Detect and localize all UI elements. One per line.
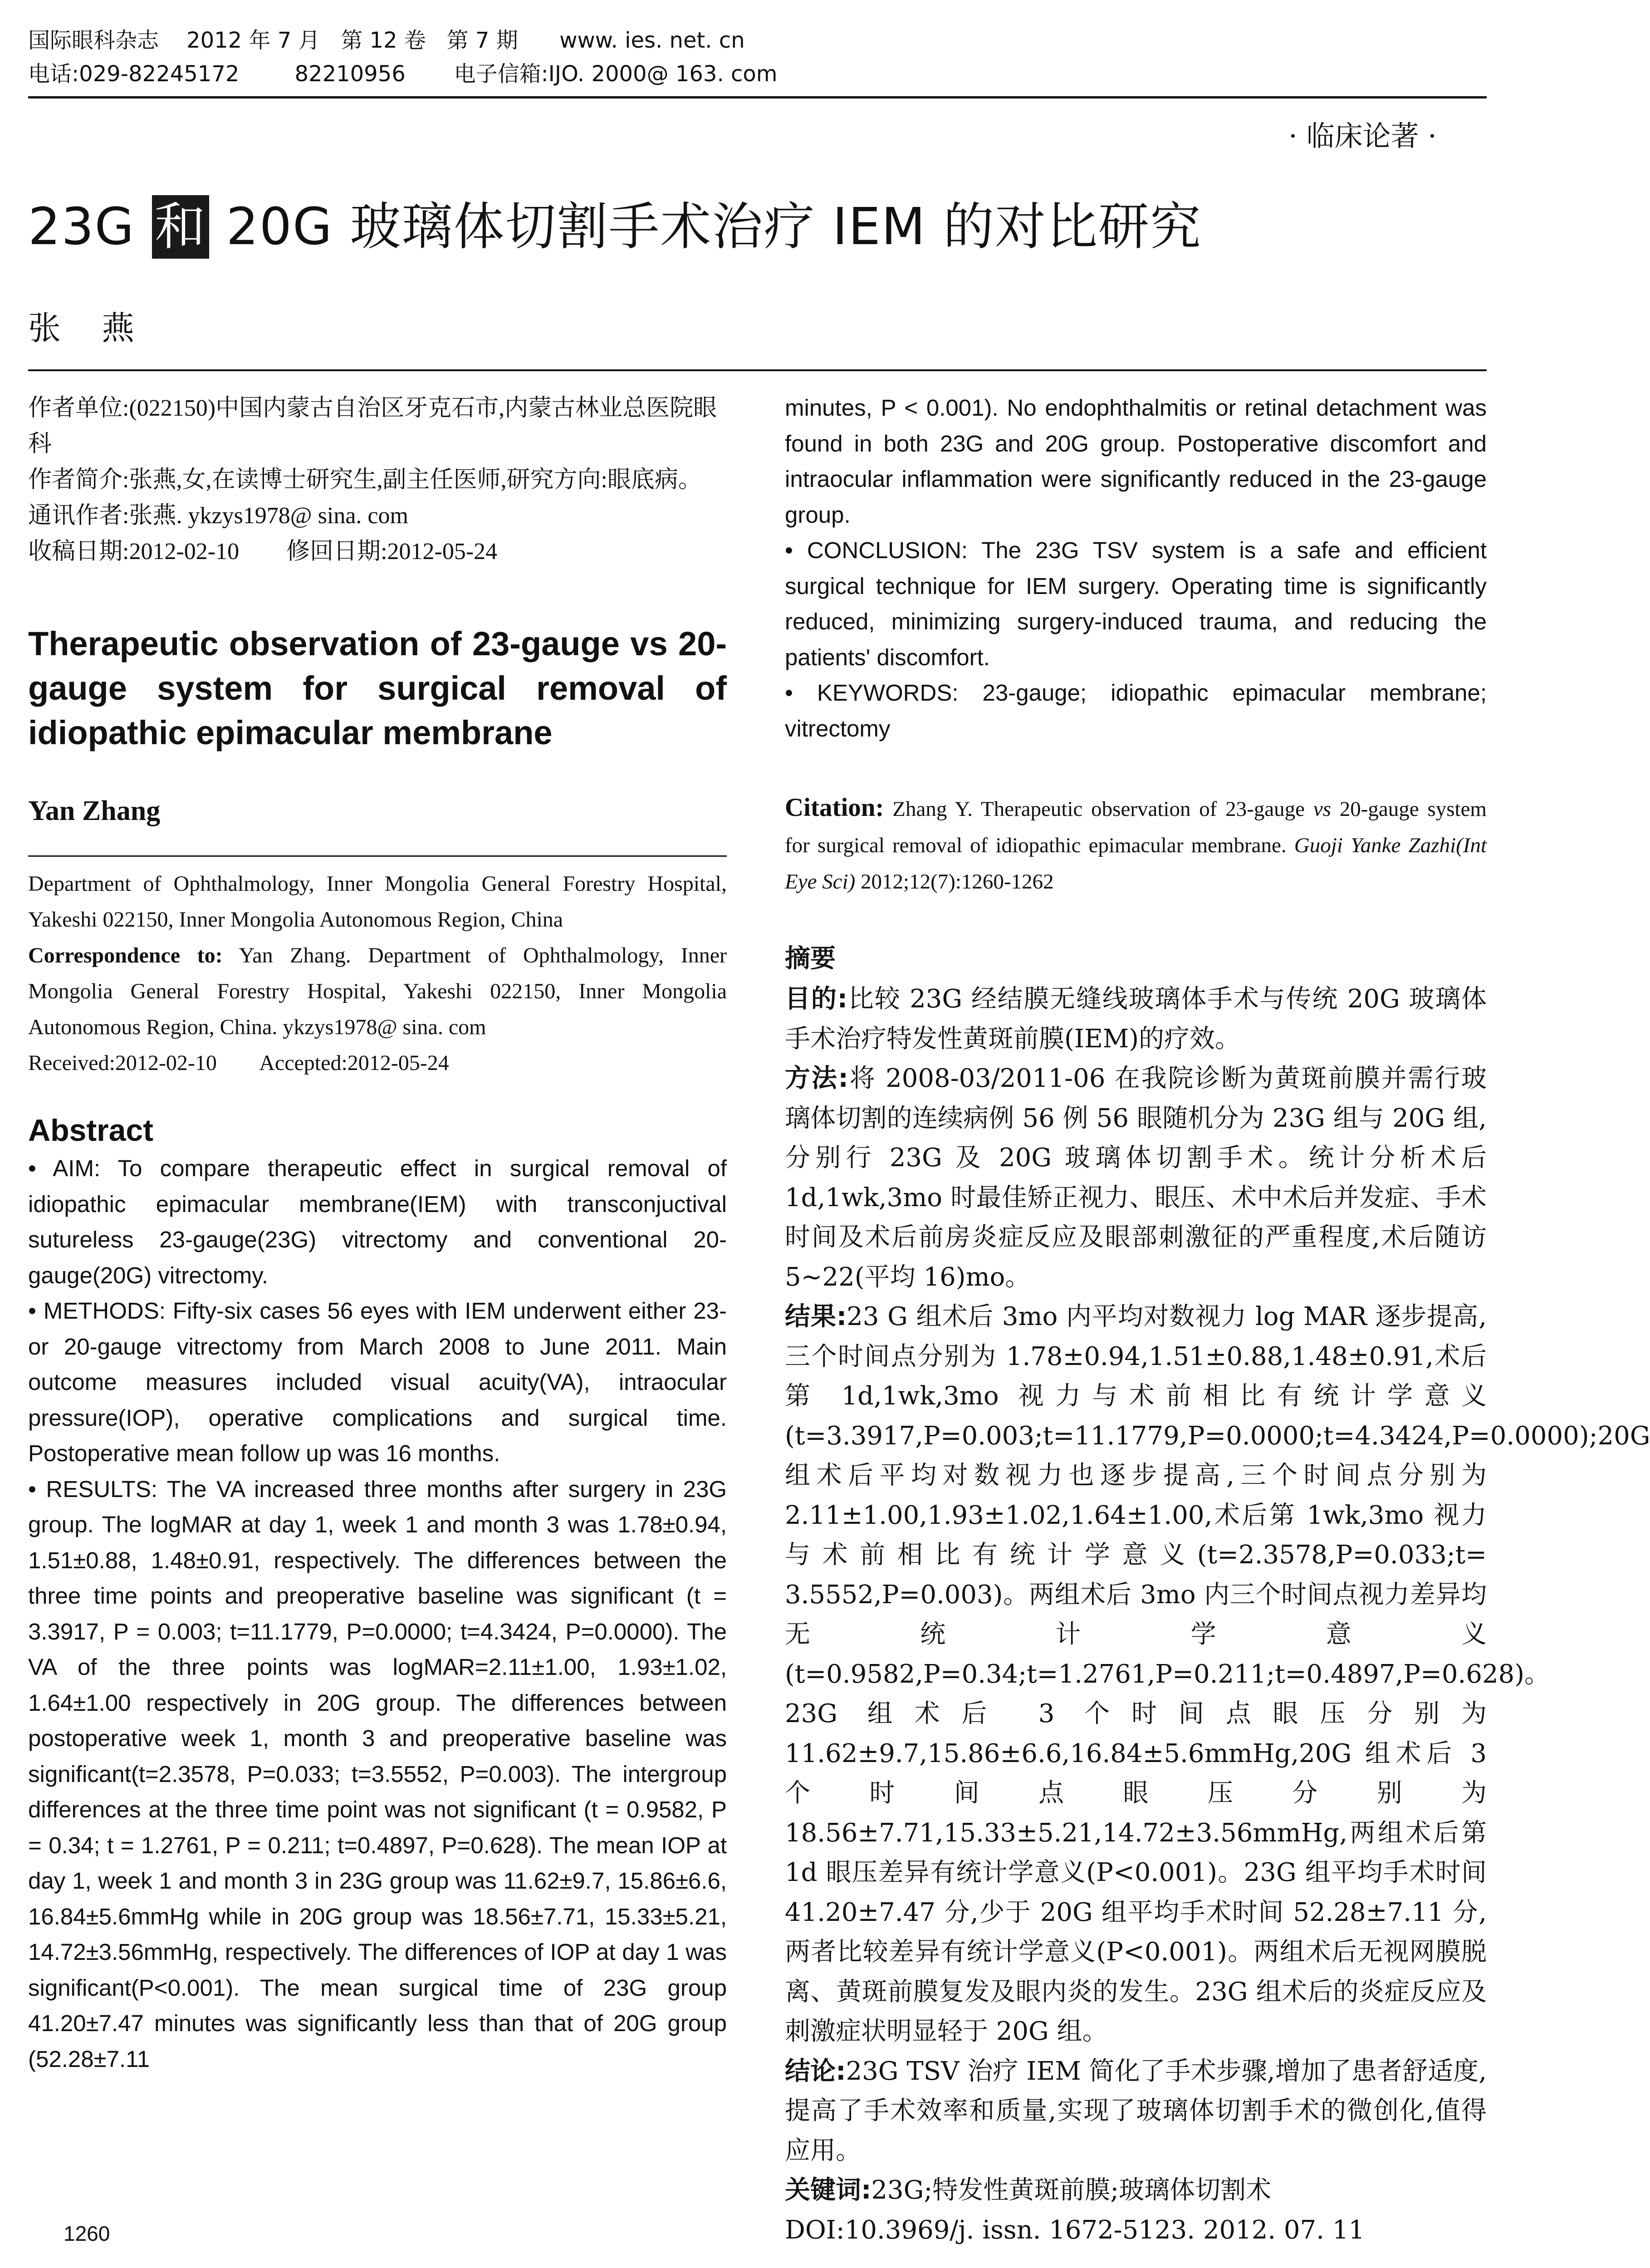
author-info xyxy=(28,390,727,569)
title-part2: 20G 玻璃体切割手术治疗 IEM 的对比研究 xyxy=(209,197,1202,256)
abstract-aim: • AIM: To compare therapeutic effect in surgical removal of idiopathic epimacular membrane(IEM) with transconjuctival sutureless 23-gauge(23G) vitrectomy and conventional 20-gauge(20G) vitrectomy. xyxy=(28,1155,727,1288)
abstract-cn-aim xyxy=(785,979,1487,1059)
title-english: Therapeutic observation of 23-gauge vs 20-gauge system for surgical removal of idiopathic epimacular membrane xyxy=(28,625,727,751)
abstract-results-continued: minutes, P < 0.001). No endophthalmitis or retinal detachment was found in both 23G and 20G group. Postoperative discomfort and intraocular inflammation were significantly reduced in the 23-gauge group. xyxy=(785,395,1487,528)
correspondence-text: Yan Zhang. Department of Ophthalmology, Inner Mongolia General Forestry Hospital, Yakeshi 022150, Inner Mongolia Autonomous Region, China. ykzys1978@ sina. com xyxy=(28,943,727,1039)
abstract-results: • RESULTS: The VA increased three months after surgery in 23G group. The logMAR at day 1, week 1 and month 3 was 1.78±0.94, 1.51±0.88, 1.48±0.91, respectively. The differences between the three time points and preoperative baseline was significant (t = 3.3917, P = 0.003; t=11.1779, P=0.0000; t=4.3424, P=0.0000). The VA of the three points was logMAR=2.11±1.00, 1.93±1.02, 1.64±1.00 respectively in 20G group. The differences between postoperative week 1, month 3 and preoperative baseline was significant(t=2.3578, P=0.033; t=3.5552, P=0.003). The intergroup differences at the three time point was not significant (t = 0.9582, P = 0.34; t = 1.2761, P = 0.211; t=0.4897, P=0.628). The mean IOP at day 1, week 1 and month 3 in 23G group was 11.62±9.7, 15.86±6.6, 16.84±5.6mmHg while in 20G group was 18.56±7.71, 15.33±5.21, 14.72±3.56mmHg, respectively. The differences of IOP at day 1 was significant(P<0.001). The mean surgical time of 23G group 41.20±7.47 minutes was significantly less than that of 20G group (52.28±7.11 xyxy=(28,1476,727,2072)
correspondence xyxy=(28,938,727,1045)
title-rule xyxy=(28,369,1487,371)
title-part1: 23G xyxy=(28,197,152,256)
title-chinese xyxy=(28,195,1202,259)
abstract-chinese xyxy=(785,979,1650,2250)
author-unit: 作者单位:(022150)中国内蒙古自治区牙克石市,内蒙古林业总医院眼科 xyxy=(28,395,717,457)
abstract-cn-aim-label: 目的: xyxy=(785,984,848,1014)
section-tag: · 临床论著 · xyxy=(1288,119,1437,152)
abstract-cn-methods-label: 方法: xyxy=(785,1064,848,1093)
affiliation-department: Department of Ophthalmology, Inner Mongolia General Forestry Hospital, Yakeshi 022150, Inner Mongolia Autonomous Region, China xyxy=(28,872,727,932)
abstract-cn-heading: 摘要 xyxy=(785,944,836,973)
affiliation-rule xyxy=(28,855,727,857)
correspondence-label: Correspondence to: xyxy=(28,943,223,967)
author-chinese: 张燕 xyxy=(28,309,176,347)
abstract-heading: Abstract xyxy=(28,1113,153,1148)
doi: DOI:10.3969/j. issn. 1672-5123. 2012. 07. 11 xyxy=(785,2215,1365,2245)
author-bio: 作者简介:张燕,女,在读博士研究生,副主任医师,研究方向:眼底病。 xyxy=(28,467,702,493)
manuscript-dates: 收稿日期:2012-02-10 修回日期:2012-05-24 xyxy=(28,539,498,565)
abstract-keywords: • KEYWORDS: 23-gauge; idiopathic epimacular membrane; vitrectomy xyxy=(785,680,1487,741)
header-rule xyxy=(28,96,1487,98)
abstract-cn-methods-text: 将 2008-03/2011-06 在我院诊断为黄斑前膜并需行玻璃体切割的连续病例 56 例 56 眼随机分为 23G 组与 20G 组,分别行 23G 及 20G 玻璃体切割手术。统计分析术后 1d,1wk,3mo 时最佳矫正视力、眼压、术中术后并发症、手术时间及术后前房炎症反应及眼部刺激征的严重程度,术后随访 5~22(平均 16)mo。 xyxy=(785,1064,1487,1292)
citation-vs: vs xyxy=(1313,797,1331,821)
left-column xyxy=(28,390,727,2077)
abstract-cn-keywords-label: 关键词: xyxy=(785,2175,872,2205)
title-highlight: 和 xyxy=(152,195,209,259)
citation-tail: 2012;12(7):1260-1262 xyxy=(855,870,1054,893)
affiliation xyxy=(28,866,727,1081)
citation-label: Citation: xyxy=(785,793,884,822)
abstract-cn-keywords-text: 23G;特发性黄斑前膜;玻璃体切割术 xyxy=(871,2175,1272,2205)
abstract-cn-results-label: 结果: xyxy=(785,1302,847,1331)
received-accepted: Received:2012-02-10 Accepted:2012-05-24 xyxy=(28,1051,449,1075)
abstract-conclusion: • CONCLUSION: The 23G TSV system is a safe and efficient surgical technique for IEM surgery. Operating time is significantly reduced, minimizing surgery-induced trauma, and reducing the patients' discomfort. xyxy=(785,537,1487,670)
citation xyxy=(785,790,1487,900)
right-column xyxy=(785,390,1650,2250)
abstract-cn-aim-text: 比较 23G 经结膜无缝线玻璃体手术与传统 20G 玻璃体手术治疗特发性黄斑前膜(IEM)的疗效。 xyxy=(785,984,1487,1054)
abstract-cn-conclusion-label: 结论: xyxy=(785,2056,846,2086)
header-journal-issue: 国际眼科杂志 2012 年 7 月 第 12 卷 第 7 期 www. ies. net. cn xyxy=(28,28,745,53)
corresponding-author: 通讯作者:张燕. ykzys1978@ sina. com xyxy=(28,503,408,529)
citation-text-2: 20-gauge system for surgical removal of idiopathic epimacular membrane. xyxy=(785,797,1487,857)
citation-text: Zhang Y. Therapeutic observation of 23-gauge xyxy=(884,797,1313,821)
abstract-cn-keywords xyxy=(785,2170,1487,2210)
header-contact: 电话:029-82245172 82210956 电子信箱:IJO. 2000@ 163. com xyxy=(28,61,778,87)
abstract-cn-results xyxy=(785,1297,1650,2052)
abstract-methods: • METHODS: Fifty-six cases 56 eyes with IEM underwent either 23- or 20-gauge vitrectomy from March 2008 to June 2011. Main outcome measures included visual acuity(VA), intraocular pressure(IOP), operative complications and surgical time. Postoperative mean follow up was 16 months. xyxy=(28,1298,727,1466)
citation-journal: Guoji Yanke Zazhi(Int Eye Sci) xyxy=(785,834,1487,893)
page-number: 1260 xyxy=(64,2222,110,2245)
journal-header xyxy=(28,24,1467,91)
abstract-cn-methods xyxy=(785,1059,1487,1297)
abstract-cn-conclusion-text: 23G TSV 治疗 IEM 简化了手术步骤,增加了患者舒适度,提高了手术效率和质量,实现了玻璃体切割手术的微创化,值得应用。 xyxy=(785,2056,1487,2165)
abstract-cn-conclusion xyxy=(785,2052,1487,2171)
abstract-cn-results-text: 23 G 组术后 3mo 内平均对数视力 log MAR 逐步提高,三个时间点分别为 1.78±0.94,1.51±0.88,1.48±0.91,术后第 1d,1wk,3mo 视力与术前相比有统计学意义(t=3.3917,P=0.003;t=11.1779,P=0.0000;t=4.3424,P=0.0000);20G 组术后平均对数视力也逐步提高,三个时间点分别为 2.11±1.00,1.93±1.02,1.64±1.00,术后第 1wk,3mo 视力与术前相比有统计学意义(t=2.3578,P=0.033;t= 3.5552,P=0.003)。两组术后 3mo 内三个时间点视力差异均无统计学意义(t=0.9582,P=0.34;t=1.2761,P=0.211;t=0.4897,P=0.628)。23G 组术后 3 个时间点眼压分别为 11.62±9.7,15.86±6.6,16.84±5.6mmHg,20G 组术后 3 个时间点眼压分别为 18.56±7.71,15.33±5.21,14.72±3.56mmHg,两组术后第 1d 眼压差异有统计学意义(P<0.001)。23G 组平均手术时间 41.20±7.47 分,少于 20G 组平均手术时间 52.28±7.11 分,两者比较差异有统计学意义(P<0.001)。两组术后无视网膜脱离、黄斑前膜复发及眼内炎的发生。23G 组术后的炎症反应及刺激症状明显轻于 20G 组。 xyxy=(785,1302,1650,2046)
author-english: Yan Zhang xyxy=(28,795,161,826)
